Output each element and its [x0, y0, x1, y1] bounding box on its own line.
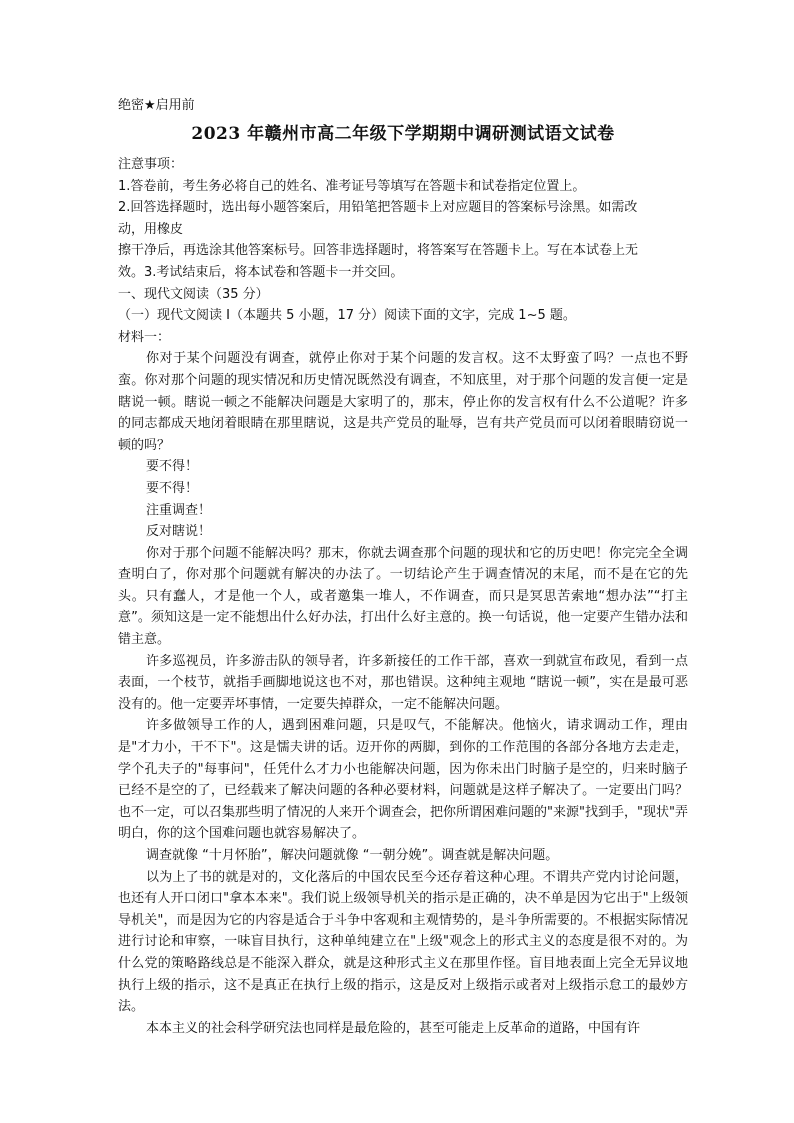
notes-heading: 注意事项：: [118, 157, 184, 172]
confidential-label: 绝密★启用前: [118, 98, 195, 113]
body-paragraph-1: 你对于某个问题没有调查，就停止你对于某个问题的发言权。这不太野蛮了吗？一点也不野蛮。你对那个问题的现实情况和历史情况既然没有调查，不知底里，对于那个问题的发言便一定是瞎说一顿。瞎说一顿之不能解决问题是大家明了的，那末，停止你的发言权有什么不公道呢？许多的同志都成天地闭着眼睛在那里瞎说，这是共产党员的耻辱，岂有共产党员而可以闭着眼睛窃说一顿的吗？: [118, 351, 688, 453]
slogan-4: 反对瞎说！: [146, 524, 212, 540]
section-heading: 一、现代文阅读（35 分）: [118, 286, 269, 302]
note-item-2-line-4: 效。3.考试结束后，将本试卷和答题卡一并交回。: [118, 264, 404, 280]
exam-page: [118, 96, 688, 1039]
body-paragraph-3: 许多巡视员，许多游击队的领导者，许多新接任的工作干部，喜欢一到就宣布政见，看到一点表面，一个枝节，就指手画脚地说这也不对，那也错误。这种纯主观地 “瞎说一顿”，实在是最可恶没有的。他一定要弄坏事情，一定要失掉群众，一定不能解决问题。: [118, 653, 688, 712]
subsection-heading: （一）现代文阅读 I（本题共 5 小题，17 分）阅读下面的文字，完成 1~5 题。: [118, 308, 576, 324]
body-paragraph-2: 你对于那个问题不能解决吗？那末，你就去调查那个问题的现状和它的历史吧！你完完全全调查明白了，你对那个问题就有解决的办法了。一切结论产生于调查情况的末尾，而不是在它的先头。只有蠢人，才是他一个人，或者邀集一堆人，不作调查，而只是冥思苦索地“想办法”“打主意”。须知这是一定不能想出什么好办法，打出什么好主意的。换一句话说，他一定要产生错办法和错主意。: [118, 545, 688, 648]
body-paragraph-6: 以为上了书的就是对的，文化落后的中国农民至今还存着这种心理。不谓共产党内讨论问题，也还有人开口闭口"拿本本来"。我们说上级领导机关的指示是正确的，决不单是因为它出于"上级领导机关"，而是因为它的内容是适合于斗争中客观和主观情势的，是斗争所需要的。不根据实际情况进行讨论和审察，一味盲目执行，这种单纯建立在"上级"观念上的形式主义的态度是很不对的。为什么党的策略路线总是不能深入群众，就是这种形式主义在那里作怪。盲目地表面上完全无异议地执行上级的指示，这不是真正在执行上级的指示，这是反对上级指示或者对上级指示怠工的最妙方法。: [118, 869, 688, 1015]
material-label: 材料一：: [118, 329, 171, 345]
body-paragraph-5: 调查就像 “十月怀胎”，解决问题就像 “一朝分娩”。调查就是解决问题。: [146, 848, 559, 863]
note-item-1: 1.答卷前，考生务必将自己的姓名、准考证号等填写在答题卡和试卷指定位置上。: [118, 178, 586, 194]
slogan-2: 要不得！: [146, 480, 199, 496]
note-item-2-line-1: 2.回答选择题时，选出每小题答案后，用铅笔把答题卡上对应题目的答案标号涂黑。如需改: [118, 200, 638, 216]
exam-title: 2023 年赣州市高二年级下学期期中调研测试语文试卷: [191, 124, 615, 144]
slogan-1: 要不得！: [146, 459, 199, 475]
slogan-3: 注重调查！: [146, 502, 212, 518]
body-paragraph-4: 许多做领导工作的人，遇到困难问题，只是叹气，不能解决。他恼火，请求调动工作，理由是"才力小，干不下"。这是懦夫讲的话。迈开你的两脚，到你的工作范围的各部分各地方去走走，学个孔夫子的"每事问"，任凭什么才力小也能解决问题，因为你未出门时脑子是空的，归来时脑子已经不是空的了，已经载来了解决问题的各种必要材料，问题就是这样子解决了。一定要出门吗？也不一定，可以召集那些明了情况的人来开个调查会，把你所谓困难问题的"来源"找到手，"现状"弄明白，你的这个国难问题也就容易解决了。: [118, 718, 688, 842]
note-item-2-line-2: 动，用橡皮: [118, 221, 184, 237]
note-item-2-line-3: 擦干净后，再选涂其他答案标号。回答非选择题时，将答案写在答题卡上。写在本试卷上无: [118, 243, 639, 259]
body-paragraph-7: 本本主义的社会科学研究法也同样是最危险的，甚至可能走上反革命的道路，中国有许: [146, 1020, 641, 1036]
